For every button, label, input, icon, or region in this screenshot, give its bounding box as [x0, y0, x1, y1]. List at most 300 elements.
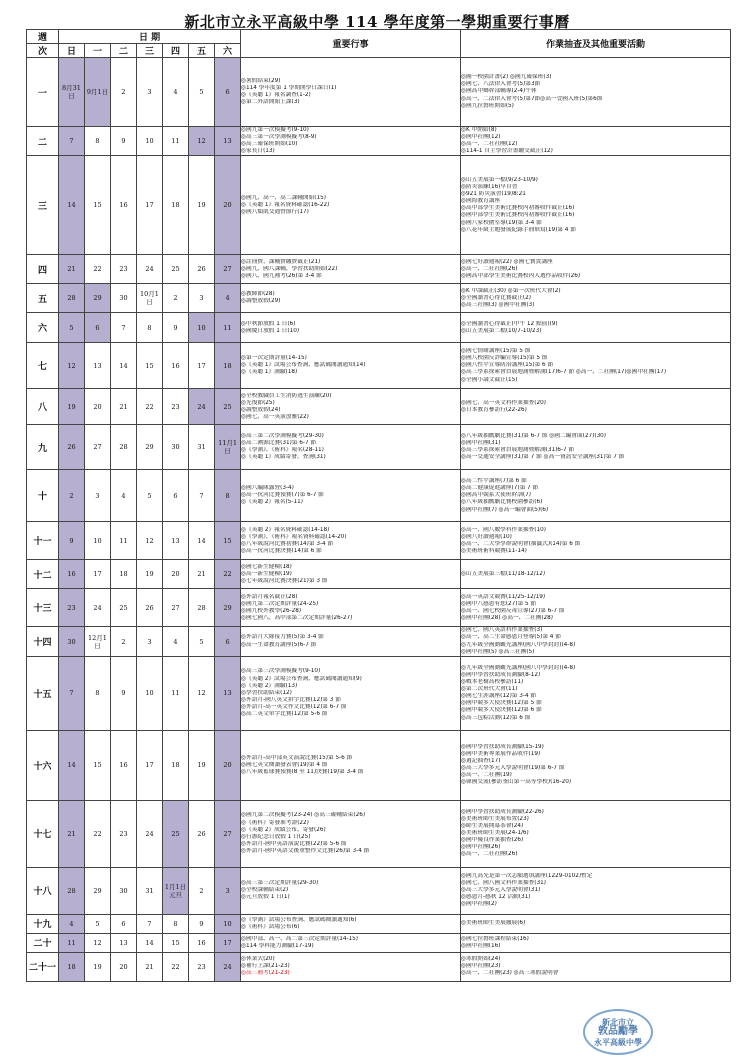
week-row: [27, 656, 731, 730]
day-cell: 11: [163, 656, 189, 730]
day-cell: 24: [137, 255, 163, 284]
event-item: ◎七年級說河比賽決賽(21)第 3 節: [241, 577, 328, 584]
day-cell: 13: [215, 127, 241, 156]
week-number: 二十一: [27, 952, 59, 981]
week-number: 七: [27, 343, 59, 389]
day-cell: 7: [111, 313, 137, 343]
activity-item: ◎高一交通安全講座(31)第 7 節 ◎高一資訊安全講座(31)第 7 節: [461, 454, 625, 461]
activity-item: ◎山五美展第二檔(10/7-10/23): [461, 327, 542, 334]
event-item: ◎外語月-高中部英文演說比賽(15)第 5-6 節: [241, 754, 353, 761]
day-cell: 11: [59, 933, 85, 952]
week-number: 十: [27, 470, 59, 522]
event-item: ◎註冊費、課輔費繳費截止(21): [241, 258, 321, 265]
day-cell: 15: [137, 343, 163, 389]
event-item: ◎第二外語開始上課(3): [241, 99, 300, 106]
activity-item: ◎高一、二社團(19): [461, 772, 512, 779]
activity-item: ◎國七、國八國文科作業抽查(31): [461, 880, 546, 887]
activity-item: ◎全國讀書心得比賽截止(2): [461, 294, 531, 301]
day-cell: 2: [111, 627, 137, 656]
day-cell: 29: [215, 589, 241, 627]
events-cell: [241, 389, 461, 425]
day-cell: 22: [85, 800, 111, 867]
events-header: 重要行事: [241, 30, 461, 58]
day-cell: 31: [189, 425, 215, 470]
day-cell: 2: [189, 867, 215, 914]
activity-item: ◎高一、二法律入會考(5)第7節◎高一壹國入班(5)第6節: [461, 95, 603, 102]
event-item: ◎國中部、高一、高二第三次定期評量(14-15): [241, 935, 358, 942]
events-cell: [241, 589, 461, 627]
day-cell: 21: [189, 560, 215, 589]
activity-item: ◎全國小論文截止(15): [461, 376, 518, 383]
week-number: 十七: [27, 800, 59, 867]
day-cell: 27: [215, 255, 241, 284]
day-cell: 20: [215, 730, 241, 800]
event-item: ◎學習扶助結束(12): [241, 689, 292, 696]
event-item: ◎光復節(25): [241, 399, 275, 406]
activities-cell: [461, 933, 731, 952]
day-cell: 5: [137, 470, 163, 522]
activity-item: ◎國七生涯講座(12)第 3-4 節: [461, 693, 537, 700]
events-cell: [241, 522, 461, 560]
event-item: ◎《英聽 2》報名資料確認(14-18): [241, 526, 330, 533]
day-cell: 2: [111, 58, 137, 127]
day-cell: 28: [59, 284, 85, 313]
week-row: [27, 800, 731, 867]
seal-line-1: 新北市立: [602, 1017, 634, 1027]
day-cell: 25: [215, 389, 241, 425]
day-cell: 4: [163, 627, 189, 656]
week-number: 五: [27, 284, 59, 313]
event-item: ◎《學測》試場公布查詢、應試碼閱讀通知(6): [241, 916, 357, 923]
event-item: ◎八年級籃球賽預賽(8 至 11)決賽(19)第 3-4 節: [241, 768, 364, 775]
event-item: ◎元旦放假 1 日(1): [241, 894, 290, 901]
event-item: ◎國七新生健檢(18): [241, 563, 292, 570]
event-item: ◎國八類肌交通營節行(17): [241, 208, 309, 215]
day-cell: 2: [59, 470, 85, 522]
event-item: ◎調整放假(29): [241, 298, 281, 305]
day-cell: 18: [59, 952, 85, 981]
activity-item: ◎韓國交流(參訪釜山第一高等學校)(16-20): [461, 779, 572, 786]
activity-item: ◎國中社團(23): [461, 963, 501, 970]
week-row: [27, 156, 731, 255]
event-item: ◎外語月大隊接力賽(5)第 3-4 節: [241, 634, 324, 641]
week-number: 三: [27, 156, 59, 255]
activity-item: ◎國中學習扶助成長測驗(15-19): [461, 743, 544, 750]
events-cell: [241, 470, 461, 522]
day-cell: 28: [189, 589, 215, 627]
week-number: 六: [27, 313, 59, 343]
activities-cell: [461, 58, 731, 127]
event-item: ◎外語月-國中英語文後重整作文比賽(26)第 3-4 節: [241, 847, 370, 854]
day-cell: 23: [59, 589, 85, 627]
activity-item: ◎國中優良作業抽查(26): [461, 837, 524, 844]
day-cell: 20: [163, 560, 189, 589]
events-cell: [241, 58, 461, 127]
day-cell: 22: [215, 560, 241, 589]
event-item: ◎全校教職員工生消防逃生演練(20): [241, 392, 332, 399]
day-cell: 28: [111, 425, 137, 470]
day-cell: 10月1日: [137, 284, 163, 313]
day-cell: 12: [137, 522, 163, 560]
week-row: [27, 867, 731, 914]
week-row: [27, 389, 731, 425]
event-item: ◎調整放假(24): [241, 406, 281, 413]
week-row: [27, 589, 731, 627]
activity-item: ◎國際教育講座: [461, 198, 501, 205]
activity-item: ◎八年級抽戲劇比賽校園參訪(6): [461, 499, 543, 506]
activity-item: ◎山五美展第一檔(9/23-10/9): [461, 177, 538, 183]
day-cell: 8: [215, 470, 241, 522]
event-item: ◎國九校外教學(26-28): [241, 607, 302, 614]
activity-item: ◎國中競多大使決賽(12)第 6 節: [461, 707, 542, 714]
activities-cell: [461, 589, 731, 627]
day-cell: 24: [189, 389, 215, 425]
day-cell: 7: [59, 127, 85, 156]
week-row: [27, 425, 731, 470]
day-cell: 6: [215, 627, 241, 656]
seal-line-3: 永平高級中學: [594, 1037, 642, 1047]
day-cell: 14: [59, 730, 85, 800]
activity-item: ◎K 中開始(8): [461, 127, 497, 133]
activity-item: ◎感恩月-感秋 12 活動(31): [461, 894, 531, 901]
day-cell: 21: [59, 800, 85, 867]
event-item: ◎高三第三次學測模擬考(9-10): [241, 668, 321, 675]
events-cell: [241, 933, 461, 952]
day-cell: 8: [85, 656, 111, 730]
event-item: ◎《英聽 2》報名(5-11): [241, 499, 303, 506]
day-cell: 17: [137, 156, 163, 255]
seal-line-2: 敦品勵學: [598, 1026, 638, 1037]
activity-item: ◎戰本老樹高校參訪(11): [461, 679, 524, 686]
event-item: ◎國九第二次定期評量(24-25): [241, 600, 319, 607]
event-item: ◎第一次定期評量(14-15): [241, 355, 307, 362]
week-row: [27, 952, 731, 981]
week-number: 十四: [27, 627, 59, 656]
day-cell: 1月1日元旦: [163, 867, 189, 914]
day-cell: 3: [85, 470, 111, 522]
activity-item: ◎高三社團(3) ◎國中社團(3): [461, 301, 535, 308]
activity-item: ◎九年級全國動觀光講座(國八中學封封)(4-8): [461, 664, 576, 671]
day-cell: 10: [215, 914, 241, 933]
day-cell: 2: [163, 284, 189, 313]
activity-item: ◎高二健康促進講座(7)第 7 節: [461, 485, 539, 492]
event-item: ◎《學測》、《術科》報名資料確認(14-20): [241, 533, 347, 540]
activities-cell: [461, 127, 731, 156]
event-item: ◎外語月-國八英文拼字比賽(12)第 3 節: [241, 696, 341, 703]
event-item: ◎《英聽 1》成績寄發、查詢(31): [241, 454, 326, 461]
events-cell: [241, 867, 461, 914]
week-row: [27, 284, 731, 313]
activity-item: ◎國七、八法律入會考(5)第3節: [461, 81, 541, 88]
activity-item: ◎國中競多大使決賽(12)第 5 節: [461, 700, 542, 707]
day-cell: 4: [163, 58, 189, 127]
day-cell: 22: [137, 389, 163, 425]
day-cell: 26: [59, 425, 85, 470]
event-item: ◎《英聽 2》試場公布查詢、應試碼閱讀通知(9): [241, 675, 362, 682]
page-title: 新北市立永平高級中學 114 學年度第一學期重要行事曆: [184, 13, 570, 31]
week-number: 四: [27, 255, 59, 284]
activities-cell: [461, 800, 731, 867]
day-cell: 18: [111, 560, 137, 589]
day-cell: 6: [215, 58, 241, 127]
day-cell: 3: [137, 627, 163, 656]
event-item: ◎國七英文閱讀發表會(19)第 4 節: [241, 761, 328, 768]
activity-item: ◎第二次班代大會(11): [461, 686, 518, 693]
week-row: [27, 730, 731, 800]
activity-item: ◎美術班師生美展布置(23): [461, 816, 529, 823]
calendar-table: [26, 29, 731, 982]
day-cell: 10: [137, 656, 163, 730]
activities-cell: [461, 156, 731, 255]
day-cell: 12月1日: [85, 627, 111, 656]
activity-item: ◎高一、國八數學科作業抽查(10): [461, 526, 546, 533]
day-cell: 27: [163, 589, 189, 627]
activity-item: ◎國高中部學生美術比賽校內入選作品收件(26): [461, 272, 581, 279]
day-cell: 7: [137, 914, 163, 933]
activities-cell: [461, 425, 731, 470]
day-cell: 23: [189, 952, 215, 981]
activity-item: ◎國八性平宣導防治講座(15)第 6 節: [461, 362, 554, 369]
day-cell: 19: [85, 952, 111, 981]
day-cell: 6: [85, 313, 111, 343]
day-cell: 22: [85, 255, 111, 284]
week-row: [27, 560, 731, 589]
activity-item: ◎防災演練(16)早自習: [461, 184, 518, 191]
activities-cell: [461, 313, 731, 343]
day-header-fri: 五: [189, 44, 215, 58]
activity-item: ◎山五美展第三檔(11/18-12/12): [461, 570, 546, 577]
day-cell: 17: [85, 560, 111, 589]
activity-item: ◎K 中課截止(30) ◎第一次班代大會(2): [461, 287, 561, 294]
day-cell: 25: [111, 589, 137, 627]
activity-item: ◎美術班術科競賽(11-14): [461, 547, 527, 554]
event-item: ◎高二溯源比賽(31)第 6-7 節: [241, 440, 317, 447]
week-number: 八: [27, 389, 59, 425]
events-cell: [241, 560, 461, 589]
day-cell: 24: [137, 800, 163, 867]
day-cell: 10: [137, 127, 163, 156]
activity-item: ◎國八家校圍室導(19)第 3-4 節: [461, 219, 542, 226]
activity-item: ◎高三學系探索會員展地測暨解測(17)6-7 節 ◎高一、二社團(17)◎國中社團(17): [461, 369, 667, 376]
events-cell: [241, 425, 461, 470]
activity-item: ◎高一、二社社團(26): [461, 851, 518, 858]
activity-item: ◎國中社團(31): [461, 440, 501, 447]
event-item: ◎《學測》、《術科》報名(28-11): [241, 447, 324, 454]
event-item: ◎《英聽 1》測驗(18): [241, 369, 298, 376]
event-item: ◎《術科》試場公布(6): [241, 923, 300, 930]
activity-item: ◎國中美術專業展作品收件(19): [461, 751, 541, 758]
day-cell: 17: [189, 343, 215, 389]
event-item: ◎高一生命教育講座(5)6-7 節: [241, 641, 317, 648]
activity-item: ◎週記抽查(17): [461, 758, 501, 765]
event-item: ◎家長日(13): [241, 148, 275, 155]
activity-item: ◎國九拉磐班開始(5): [461, 102, 514, 109]
day-header-wed: 三: [137, 44, 163, 58]
activity-item: ◎高一、高二生命感恩月登導(5)第 4 節: [461, 634, 561, 641]
day-cell: 21: [137, 952, 163, 981]
activity-item: ◎國中學習扶助成長測驗(8-12): [461, 671, 541, 678]
activity-item: ◎高三包粽活動(12)第 6 節: [461, 714, 531, 721]
activity-item: ◎高三大學多元入學說明會(31): [461, 887, 541, 894]
event-item: ◎國九、高一、高二課輔開始(15): [241, 194, 326, 201]
day-cell: 11: [111, 522, 137, 560]
day-cell: 15: [215, 522, 241, 560]
day-cell: 5: [189, 58, 215, 127]
activities-cell: [461, 284, 731, 313]
week-row: [27, 627, 731, 656]
day-cell: 30: [163, 425, 189, 470]
event-item: ◎高二英文單字比賽(12)第 5-6 節: [241, 710, 328, 717]
day-cell: 20: [111, 952, 137, 981]
day-cell: 26: [189, 255, 215, 284]
event-item: ◎補行上課(21-23): [241, 963, 290, 970]
event-item: ◎高三第一次學測模擬考(8-9): [241, 134, 317, 141]
activities-cell: [461, 560, 731, 589]
activity-item: ◎國中社團(2): [461, 901, 497, 908]
day-cell: 15: [163, 933, 189, 952]
day-cell: 13: [111, 933, 137, 952]
day-cell: 12: [59, 343, 85, 389]
week-row: [27, 914, 731, 933]
events-cell: [241, 284, 461, 313]
activity-item: ◎師生美展開幕茶會(24): [461, 823, 524, 830]
day-cell: 15: [85, 156, 111, 255]
day-cell: 3: [137, 58, 163, 127]
activity-item: ◎圖一校園計畫(2) ◎國九確保班(3): [461, 74, 552, 81]
events-cell: [241, 156, 461, 255]
week-row: [27, 470, 731, 522]
week-number: 一: [27, 58, 59, 127]
activity-item: ◎高三大學多元入學說明會(19)第 6-7 節: [461, 765, 565, 772]
day-cell: 4: [59, 914, 85, 933]
week-number: 十六: [27, 730, 59, 800]
activities-cell: [461, 470, 731, 522]
activity-item: ◎高一、二社社團(12): [461, 141, 518, 148]
event-item: ◎《英聽 1》報名資料確認(16-22): [241, 201, 330, 208]
event-item: ◎國八編隊露營(3-4): [241, 485, 294, 492]
event-item: ◎外語月-高一英文作文比賽(12)第 6-7 節: [241, 703, 347, 710]
activity-item: ◎九年級全國動觀光講座(國八中學封封)(4-8): [461, 641, 576, 648]
day-cell: 19: [189, 156, 215, 255]
day-cell: 9: [163, 313, 189, 343]
day-cell: 6: [111, 914, 137, 933]
event-item: ◎八年級說河比賽初賽(14)第 3-4 節: [241, 540, 334, 547]
week-number: 十五: [27, 656, 59, 730]
day-cell: 8: [137, 313, 163, 343]
day-cell: 10: [85, 522, 111, 560]
activity-item: ◎國八好讀週報(10): [461, 533, 512, 540]
day-cell: 5: [59, 313, 85, 343]
week-row: [27, 522, 731, 560]
day-cell: 16: [163, 343, 189, 389]
day-cell: 23: [111, 255, 137, 284]
week-row: [27, 343, 731, 389]
day-cell: 11月1日: [215, 425, 241, 470]
event-item: ◎《英聽 1》試場公布查詢、應試碼閱讀通知(14): [241, 362, 366, 369]
day-cell: 19: [189, 730, 215, 800]
day-cell: 24: [85, 589, 111, 627]
events-cell: [241, 627, 461, 656]
day-cell: 10: [189, 313, 215, 343]
event-item: ◎高三第三次定期評量(29-30): [241, 880, 319, 887]
week-number: 十一: [27, 522, 59, 560]
day-cell: 7: [189, 470, 215, 522]
day-cell: 9: [111, 656, 137, 730]
activity-item: ◎國高中鄉幹部輔導(2-4)午休: [461, 88, 537, 95]
day-cell: 27: [215, 800, 241, 867]
day-cell: 30: [111, 867, 137, 914]
event-item: ◎國九第二次模擬考(23-24) ◎高三確輔結束(26): [241, 812, 366, 819]
event-item: ◎《英聽 2》測驗(13): [241, 682, 298, 689]
activities-cell: [461, 522, 731, 560]
day-cell: 17: [215, 933, 241, 952]
activity-item: ◎國七情緒講座(15)第 5 節: [461, 348, 531, 355]
activity-item: ◎國中社團(7) ◎高一編會面(5)(6): [461, 506, 549, 513]
activity-item: ◎國中社團(28) ◎高一、二社團(28): [461, 614, 554, 621]
day-header-mon: 一: [85, 44, 111, 58]
activities-cell: [461, 914, 731, 933]
events-cell: [241, 313, 461, 343]
day-cell: 9: [111, 127, 137, 156]
event-item: ◎休業式(20): [241, 956, 275, 963]
event-item: ◎外語月報名截止(28): [241, 593, 298, 600]
week-number: 十八: [27, 867, 59, 914]
day-cell: 25: [163, 255, 189, 284]
day-cell: 14: [137, 933, 163, 952]
activity-item: ◎高一、二大學學群說明會(抽籤式)(14)第 6 節: [461, 540, 581, 547]
activity-item: ◎國七、國八英語科作業抽查(3): [461, 627, 543, 634]
day-cell: 13: [163, 522, 189, 560]
activities-cell: [461, 867, 731, 914]
events-cell: [241, 255, 461, 284]
activity-item: ◎國中部學生美術比賽校內初審收件截止(16): [461, 212, 575, 219]
activity-item: ◎國七、高一英文科作業抽查(20): [461, 399, 546, 406]
day-cell: 5: [85, 914, 111, 933]
week-number: 九: [27, 425, 59, 470]
event-item: ◎高三第二次學測模擬考(29-30): [241, 433, 324, 440]
activity-item: ◎全國讀書心得截止(中午 12 點前)(9): [461, 320, 558, 327]
day-cell: 14: [111, 343, 137, 389]
week-row: [27, 127, 731, 156]
day-cell: 22: [163, 952, 189, 981]
activity-item: ◎高三學系探索會員展地測暨解測(31)6-7 節: [461, 447, 575, 454]
activity-item: ◎寒假開始(24): [461, 956, 501, 963]
activity-item: ◎921 防災演習(19)8:21: [461, 191, 526, 198]
week-number: 十三: [27, 589, 59, 627]
activities-cell: [461, 255, 731, 284]
day-cell: 5: [189, 627, 215, 656]
events-cell: [241, 730, 461, 800]
activity-item: ◎國七好讀週報(22) ◎國七寶貴講座: [461, 258, 553, 265]
day-cell: 17: [137, 730, 163, 800]
day-cell: 16: [189, 933, 215, 952]
activity-item: ◎國中社團(26): [461, 844, 501, 851]
day-cell: 16: [111, 730, 137, 800]
events-cell: [241, 800, 461, 867]
event-item: ◎高一抗河比賽決賽(14)第 6 節: [241, 547, 322, 554]
events-cell: [241, 343, 461, 389]
day-cell: 15: [85, 730, 111, 800]
event-item: ◎《英聽 1》報名調查(1-2): [241, 92, 311, 98]
activity-item: ◎八年級抽戲劇比賽(31)第 6-7 節 ◎國二編會面(27)(30): [461, 433, 607, 440]
day-cell: 28: [59, 867, 85, 914]
event-item: ◎114 學年度第 1 學期開學日課日(1): [241, 84, 337, 91]
day-cell: 12: [85, 933, 111, 952]
day-cell: 4: [111, 470, 137, 522]
event-item: ◎114 學科能力測驗(17-19): [241, 942, 314, 949]
activity-item: ◎高一英語文競賽(11/25-12/19): [461, 593, 546, 600]
event-item: ◎全校課輔結束(2): [241, 887, 289, 894]
